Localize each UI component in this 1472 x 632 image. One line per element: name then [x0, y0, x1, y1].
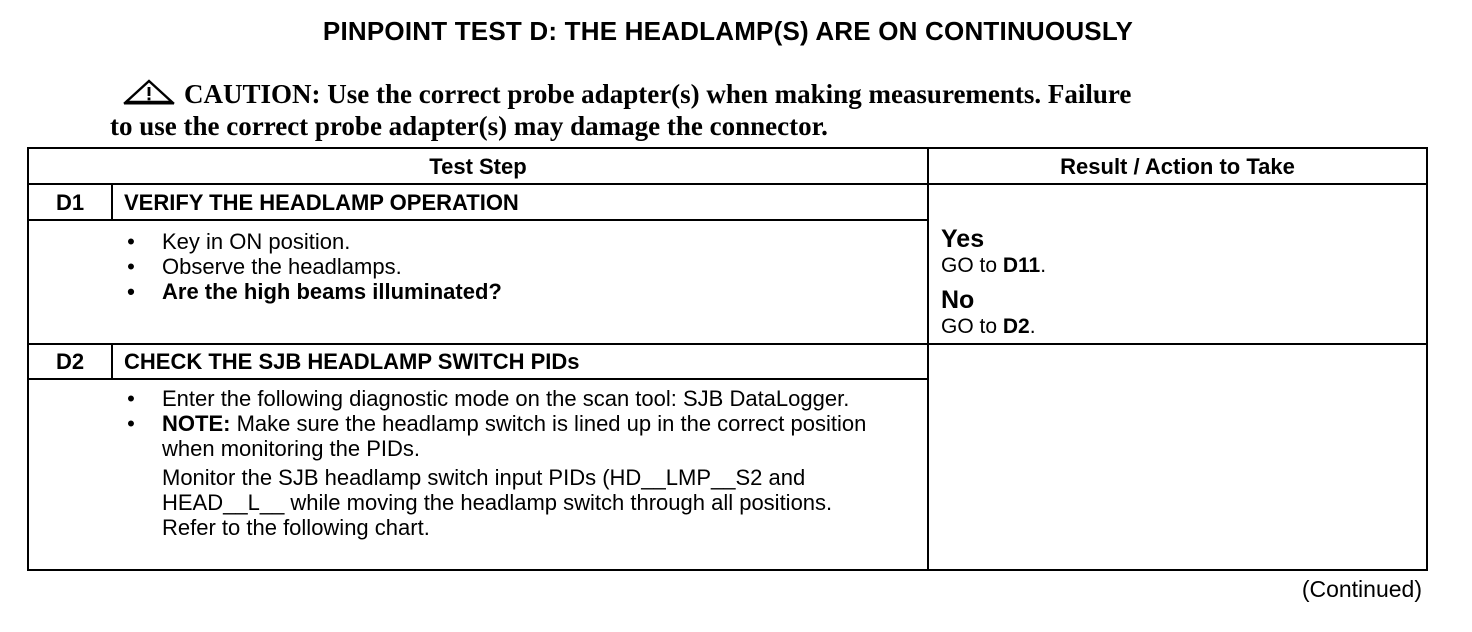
- list-item: • NOTE: Make sure the headlamp switch is lined up in the correct position when monitoring the PIDs.: [127, 411, 867, 461]
- step-title-d1: VERIFY THE HEADLAMP OPERATION: [124, 190, 519, 215]
- step-id-d2: D2: [55, 349, 85, 374]
- column-header-result-action: Result / Action to Take: [1060, 154, 1295, 179]
- warning-triangle-icon: [122, 79, 176, 105]
- list-item: • Key in ON position.: [127, 229, 351, 254]
- result-answer-yes: Yes: [941, 225, 985, 253]
- step-id-d1: D1: [55, 190, 85, 215]
- list-item: • Are the high beams illuminated?: [127, 279, 502, 304]
- caution-notice: [110, 78, 1330, 142]
- caution-line-1: [110, 78, 1330, 110]
- continued-label: (Continued): [1301, 576, 1422, 602]
- result-answer-no: No: [941, 286, 975, 314]
- column-header-test-step: Test Step: [429, 154, 527, 179]
- caution-label: CAUTION:: [184, 79, 321, 109]
- step-body-d2: [124, 386, 884, 540]
- result-action-yes: GO to D11.: [941, 254, 1047, 277]
- monitor-instructions: Monitor the SJB headlamp switch input PIDs (HD__LMP__S2 and HEAD__L__ while moving the headlamp switch through all positions. Refer to the following chart.: [162, 465, 833, 540]
- page-title: PINPOINT TEST D: THE HEADLAMP(S) ARE ON CONTINUOUSLY: [322, 16, 1134, 46]
- caution-text-1: Use the correct probe adapter(s) when making measurements. Failure: [320, 79, 1132, 109]
- step-title-d2: CHECK THE SJB HEADLAMP SWITCH PIDs: [124, 349, 580, 374]
- result-block-d1: [941, 226, 1421, 339]
- caution-line-2: to use the correct probe adapter(s) may damage the connector.: [110, 111, 828, 141]
- pinpoint-test-table: [27, 147, 1428, 571]
- step-body-d1: [124, 229, 914, 304]
- list-item: • Enter the following diagnostic mode on the scan tool: SJB DataLogger.: [127, 386, 850, 411]
- result-action-no: GO to D2.: [941, 315, 1036, 338]
- list-item: • Observe the headlamps.: [127, 254, 402, 279]
